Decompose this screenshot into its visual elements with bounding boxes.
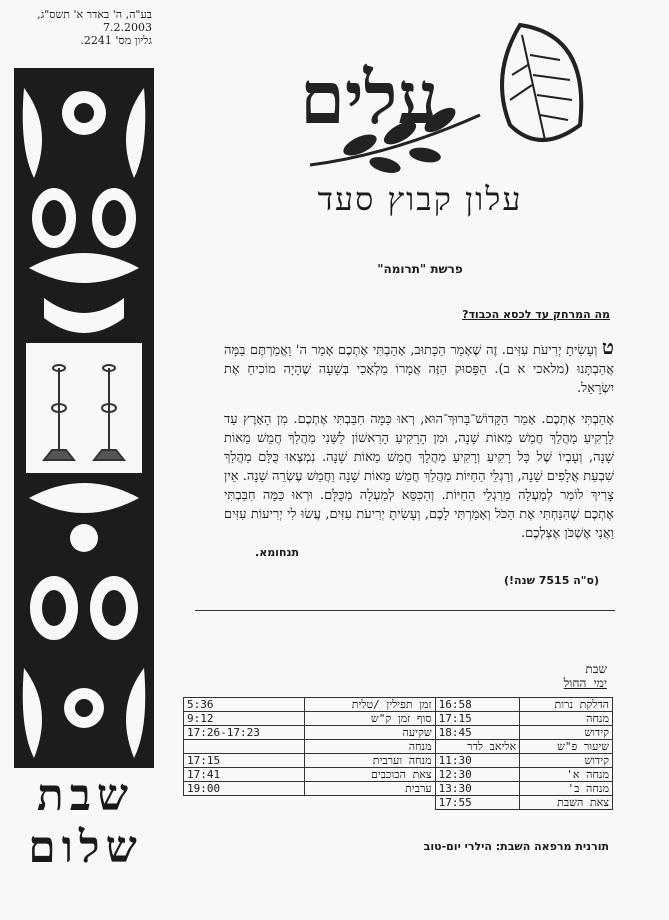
decorative-column (14, 68, 154, 768)
shabbat-label: הדלקת נרות (520, 698, 613, 712)
date-gregorian: 7.2.2003 (103, 21, 152, 34)
weekday-time: 17:15 (184, 754, 305, 768)
shabbat-word: שבת (36, 770, 135, 821)
article-paragraph-1 (224, 335, 615, 398)
shabbat-time: 16:58 (435, 698, 520, 712)
shabbat-label: קידוש (520, 726, 613, 740)
issue-number: גליון מס' 2241. (80, 34, 152, 47)
shabbat-time: 17:55 (435, 796, 520, 810)
newsletter-subtitle: עלון קבוץ סעד (317, 180, 523, 218)
weekday-time (184, 740, 305, 754)
shabbat-time: 13:30 (435, 782, 520, 796)
table-row (184, 698, 613, 712)
weekday-label: שקיעה (304, 726, 435, 740)
weekday-time (184, 796, 305, 810)
weekday-label: ערבית (304, 782, 435, 796)
table-row (184, 796, 613, 810)
shalom-word: שלום (28, 822, 143, 873)
weekday-time: 17:26-17:23 (184, 726, 305, 740)
table-row (184, 768, 613, 782)
article-title: מה המרחק עד לכסא הכבוד? (462, 308, 610, 321)
parasha-title: פרשת "תרומה" (377, 262, 463, 276)
table-row (184, 712, 613, 726)
weekday-label: מנחה (304, 740, 435, 754)
table-row (184, 754, 613, 768)
weekday-label: סוף זמן ק"ש (304, 712, 435, 726)
weekday-time: 19:00 (184, 782, 305, 796)
shabbat-shalom (18, 770, 153, 874)
weekday-label: צאת הכוכבים (304, 768, 435, 782)
divider (195, 610, 615, 611)
article-note: (ס"ה 7515 שנה!) (503, 574, 599, 587)
shabbat-label: מנחה א' (520, 768, 613, 782)
shabbat-label: מנחה (520, 712, 613, 726)
shabbat-label: שיעור פ"ש (520, 740, 613, 754)
issue-header (22, 8, 152, 47)
weekday-label (304, 796, 435, 810)
shabbat-time: 17:15 (435, 712, 520, 726)
drop-cap: ט (601, 335, 615, 359)
shabbat-label: מנחה ב' (520, 782, 613, 796)
table-row (184, 726, 613, 740)
table-row (184, 782, 613, 796)
logo-title: עלים (300, 55, 439, 140)
weekday-time: 17:41 (184, 768, 305, 782)
shabbat-time: 18:45 (435, 726, 520, 740)
shabbat-time: 11:30 (435, 754, 520, 768)
shabbat-label: צאת השבת (520, 796, 613, 810)
clinic-duty: תורנית מרפאה השבת: הילרי יום-טוב (423, 840, 609, 853)
prayer-times-table (183, 697, 613, 810)
table-row (184, 740, 613, 754)
date-hebrew: בע"ה, ה' באדר א' תשס"ג, (37, 8, 152, 21)
schedule-heading: שבת (585, 662, 607, 676)
shabbat-time: 12:30 (435, 768, 520, 782)
article-paragraph-2: אָהַבְתִּי אֶתְכֶם. אָמַר הַקָּדוֹשׁ־בָּרוּךְ־הוּא, רְאוּ כַּמָּה חִבַּבְתִּי אֶתְכֶם. מִן הָאָרֶץ עַד לָרָקִיעַ מַהֲלַךְ חֲמֵשׁ מֵאוֹת שָׁנָה, וּמִן הָרָקִיעַ הָרִאשׁוֹן לַשֵּׁנִי מַהֲלַךְ חֲמֵשׁ מֵאוֹת שָׁנָה, וְעָבְיוֹ שֶׁל כָּל רָקִיעַ וְרָקִיעַ מַהֲלַךְ חֲמֵשׁ מֵאוֹת שָׁנָה. נִמְצְאוּ כֻּלָּם מַהֲלַךְ שִׁבְעַת אֲלָפִים שָׁנָה, וְרַגְלֵי הַחַיּוֹת מַהֲלַךְ חֲמֵשׁ מֵאוֹת שָׁנָה וַחֲמֵשׁ עֶשְׂרֵה שָׁנָה. אֵין צָרִיךְ לוֹמַר לְמַעְלָה מֵרַגְלֵי הַחַיּוֹת. וְהַכִּסֵּא לְמַעְלָה מִכֻּלָּם. וּרְאוּ כַּמָּה חִבַּבְתִּי אֶתְכֶם שֶׁהִנַּחְתִּי אֶת הַכֹּל וְאָמַרְתִּי לָכֶם, וְעָשִׂיתָ יְרִיעֹת עִזִּים, עֲשׂוּ לִי יְרִיעוֹת עִזִּים וַאֲנִי אֶשְׁכֹּן אֶצְלְכֶם. (224, 412, 614, 541)
article-source: תנחומא. (255, 546, 299, 559)
paragraph-1-text: וְעָשִׂיתָ יְרִיעֹת עִזִּים. זֶה שֶׁאָמַר הַכָּתוּב, אָהַבְתִּי אֶתְכֶם אָמַר ה' וַאֲמַרְתֶּם בַּמָּה אֲהַבְתָּנוּ (מלאכי א ב). הַפָּסוּק הַזֶּה אֲמָרוֹ מַלְאָכִי בְּשָׁעָה שֶׁהָיָה מוֹכִיחַ אֶת יִשְׂרָאֵל. (224, 343, 614, 396)
weekday-time: 9:12 (184, 712, 305, 726)
weekday-label: מנחה וערבית (304, 754, 435, 768)
schedule-subheading: ימי החול (563, 676, 607, 690)
weekday-label: זמן תפילין /טלית (304, 698, 435, 712)
shabbat-label: קידוש (520, 754, 613, 768)
shabbat-time: אליאב לדר (435, 740, 520, 754)
weekday-time: 5:36 (184, 698, 305, 712)
